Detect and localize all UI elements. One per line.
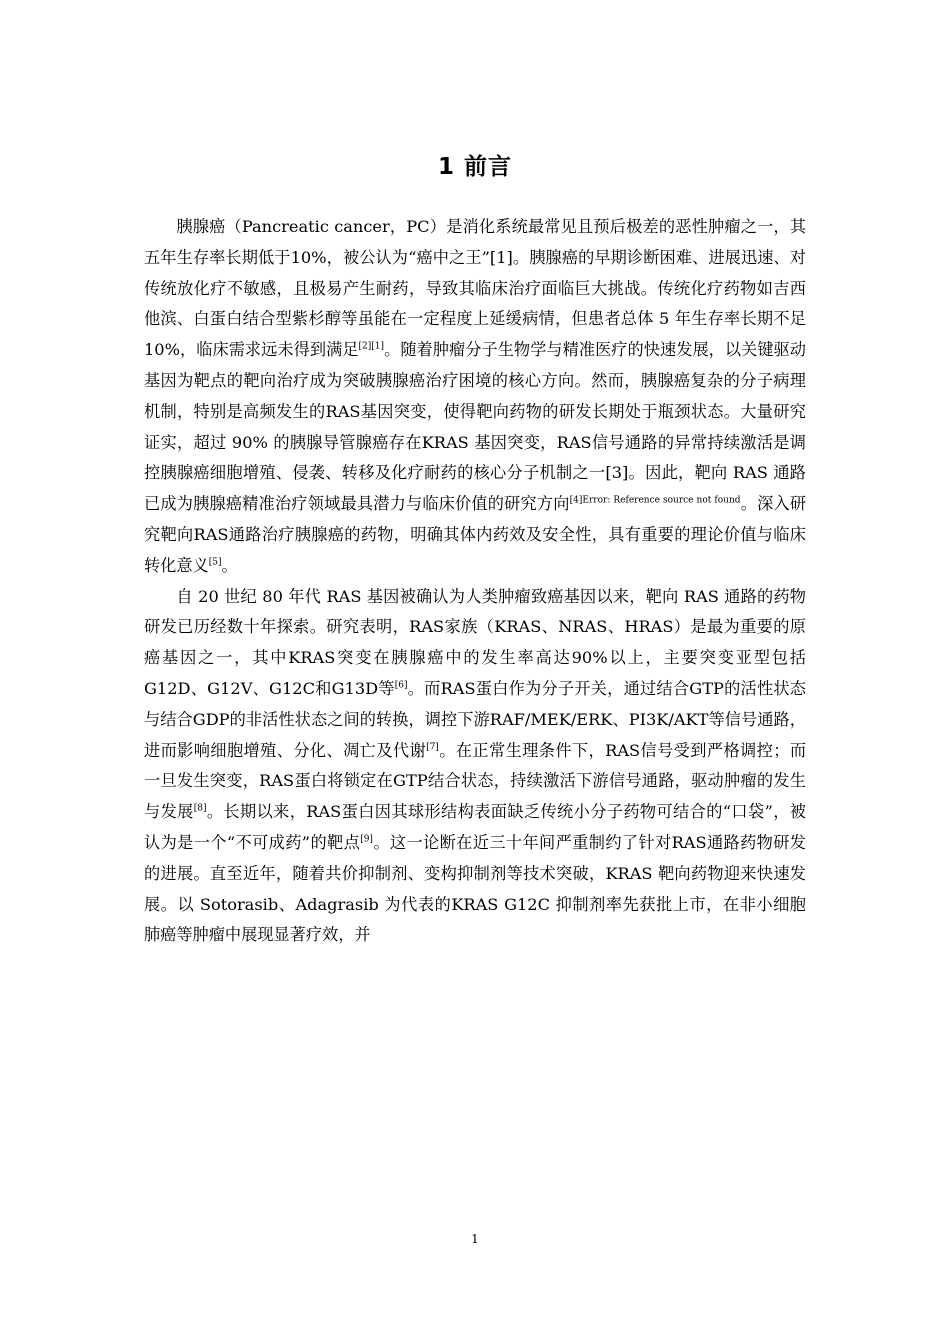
paragraph-1-text-1: 胰腺癌（Pancreatic cancer，PC）是消化系统最常见且预后极差的恶性肿瘤之一，其五年生存率长期低于10%，被公认为“癌中之王”[1]。胰腺癌的早期诊断困难、进展迅速、对传统放化疗不敏感，且极易产生耐药，导致其临床治疗面临巨大挑战。传统化疗药物如吉西他滨、白蛋白结合型紫杉醇等虽能在一定程度上延缓病情，但患者总体 5 年生存率长期不足 10%，临床需求远未得到满足 <box>144 217 806 360</box>
citation: [5] <box>208 557 222 568</box>
citation: [7] <box>426 742 439 753</box>
paragraph-2 <box>144 582 806 952</box>
paragraph-2-text-4: 。长期以来，RAS蛋白因其球形结构表面缺乏传统小分子药物可结合的“口袋”，被认为是一个“不可成药”的靶点 <box>144 802 806 852</box>
citation: [8] <box>193 803 207 814</box>
section-heading: 1 前言 <box>437 154 512 180</box>
paragraph-2-text-5: 。这一论断在近三十年间严重制约了针对RAS通路药物研发的进展。直至近年，随着共价抑制剂、变构抑制剂等技术突破，KRAS 靶向药物迎来快速发展。以 Sotorasib、Adagrasib 为代表的KRAS G12C 抑制剂率先获批上市，在非小细胞肺癌等肿瘤中展现显著疗效，并 <box>144 832 806 945</box>
paragraph-1-text-3: 。深入研究靶向RAS通路治疗胰腺癌的药物，明确其体内药效及安全性，具有重要的理论价值与临床转化意义 <box>144 494 807 575</box>
page-number: 1 <box>471 1232 479 1246</box>
paragraph-1-text-4: 。 <box>221 555 238 575</box>
body-text <box>144 212 806 951</box>
citation: [6] <box>394 680 408 691</box>
paragraph-2-text-2: 。而RAS蛋白作为分子开关，通过结合GTP的活性状态与结合GDP的非活性状态之间的转换，调控下游RAF/MEK/ERK、PI3K/AKT等信号通路，进而影响细胞增殖、分化、凋亡及代谢 <box>144 678 806 760</box>
citation: [4]Error: Reference source not found <box>569 495 741 506</box>
citation: [9] <box>360 834 373 845</box>
paragraph-2-text-3: 。在正常生理条件下，RAS信号受到严格调控；而一旦发生突变，RAS蛋白将锁定在GTP结合状态，持续激活下游信号通路，驱动肿瘤的发生与发展 <box>144 740 807 822</box>
citation: [2][1] <box>358 341 385 352</box>
paragraph-2-text-1: 自 20 世纪 80 年代 RAS 基因被确认为人类肿瘤致癌基因以来，靶向 RAS 通路的药物研发已历经数十年探索。研究表明，RAS家族（KRAS、NRAS、HRAS）是最为重要的原癌基因之一，其中KRAS突变在胰腺癌中的发生率高达90%以上，主要突变亚型包括G12D、G12V、G12C和G13D等 <box>144 586 806 698</box>
paragraph-1-text-2: 。随着肿瘤分子生物学与精准医疗的快速发展，以关键驱动基因为靶点的靶向治疗成为突破胰腺癌治疗困境的核心方向。然而，胰腺癌复杂的分子病理机制，特别是高频发生的RAS基因突变，使得靶向药物的研发长期处于瓶颈状态。大量研究证实，超过 90% 的胰腺导管腺癌存在KRAS 基因突变，RAS信号通路的异常持续激活是调控胰腺癌细胞增殖、侵袭、转移及化疗耐药的核心分子机制之一[3]。因此，靶向 RAS 通路已成为胰腺癌精准治疗领域最具潜力与临床价值的研究方向 <box>144 340 806 514</box>
paragraph-1 <box>144 212 806 582</box>
